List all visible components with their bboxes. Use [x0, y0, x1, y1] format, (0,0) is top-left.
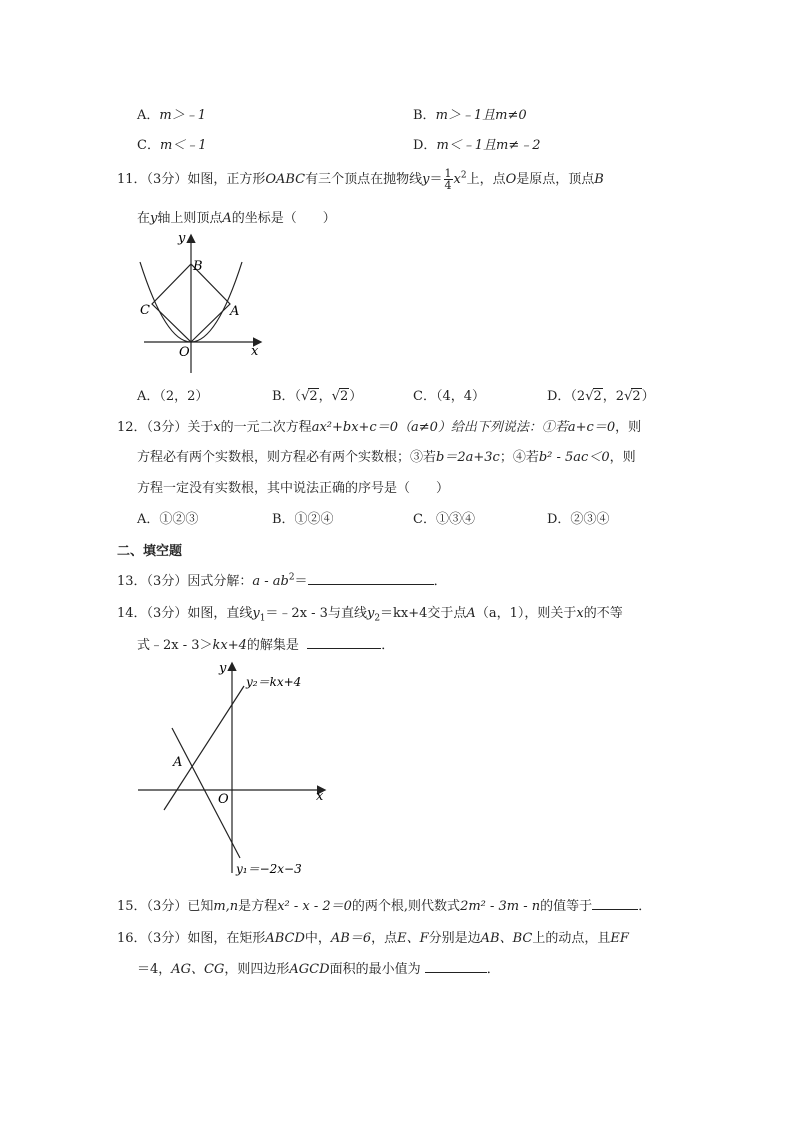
q11-parabola-figure: [130, 228, 270, 378]
q11-text: 有三个顶点在抛物线: [305, 172, 423, 187]
label-line-y1: y₁＝−2x−3: [236, 862, 302, 876]
q14-lines-figure: [130, 658, 340, 880]
answer-blank[interactable]: [308, 572, 434, 585]
rect-name: ABCD: [265, 931, 305, 946]
option-label: D．: [413, 138, 437, 153]
q16-text: 上的动点，且: [532, 931, 611, 946]
q11-text: 的坐标是（ ）: [231, 211, 336, 226]
q11-text: 轴上则顶点: [157, 211, 223, 226]
q12-text: ，则: [609, 450, 636, 465]
var-x: x: [576, 606, 584, 621]
q12-option-d: D．②③④: [547, 512, 610, 527]
q12-text: ；④若: [499, 450, 539, 465]
point-o: O: [505, 172, 517, 187]
segment-ef: EF: [610, 931, 629, 946]
answer-blank[interactable]: [425, 960, 487, 973]
q15-text: 的值等于: [540, 899, 593, 914]
q16-text: ＝4，: [137, 962, 172, 977]
q14-stem-line2: [137, 634, 394, 653]
option-text: D．（2: [547, 389, 586, 404]
answer-blank[interactable]: [307, 636, 381, 649]
q16-text: 16．（3分）如图，在矩形: [117, 931, 266, 946]
equation: ax²+bx+c＝0（a≠0）给出下列说法：①若: [311, 420, 568, 435]
fraction: [444, 168, 453, 191]
q16-text: 面积的最小值为: [329, 962, 421, 977]
eq-y: y: [422, 172, 430, 187]
q12-text: 12．（3分）关于: [117, 420, 214, 435]
subscript: 2: [374, 613, 381, 624]
label-y: y: [219, 661, 227, 676]
q10-option-c: [137, 134, 207, 153]
label-c: C: [140, 303, 150, 318]
sides: AB、BC: [480, 931, 533, 946]
q11-option-c: C．（4，4）: [413, 389, 485, 404]
q11-text: 是原点，顶点: [516, 172, 595, 187]
q13-text: 13．（3分）因式分解：: [117, 574, 253, 589]
q15-text: 是方程: [238, 899, 278, 914]
option-text: ，2: [602, 389, 625, 404]
q11-option-a: A．（2，2）: [137, 389, 209, 404]
option-text: ）: [349, 389, 363, 404]
option-text: m＜﹣1且m≠﹣2: [436, 138, 541, 153]
q16-text: ，则四边形: [224, 962, 290, 977]
q16-text: ，点: [371, 931, 398, 946]
q11-text: 上，点: [466, 172, 506, 187]
eq-sign: ＝: [429, 172, 443, 187]
label-x: x: [316, 789, 324, 804]
segments: AG、CG: [171, 962, 225, 977]
q12-stem-line3: 方程一定没有实数根，其中说法正确的序号是（ ）: [137, 481, 450, 496]
q14-stem-line1: [117, 602, 623, 624]
point-a: A: [222, 211, 232, 226]
q16-stem-line1: [117, 927, 629, 946]
q11-option-d: D．（2√2，2√2）: [547, 389, 655, 404]
square-name: OABC: [265, 172, 306, 187]
var-y1: y: [252, 606, 260, 621]
label-a: A: [173, 755, 183, 770]
q14-text: 14．（3分）如图，直线: [117, 606, 253, 621]
q15: [117, 895, 651, 914]
length-ab: AB＝6: [330, 931, 372, 946]
line-y1: [172, 728, 240, 858]
q16-text: 分别是边: [428, 931, 481, 946]
q13-text: ＝: [294, 574, 308, 589]
option-text: m＞﹣1且m≠0: [435, 108, 527, 123]
q12-stem-line1: [117, 416, 641, 435]
q10-option-a: [137, 104, 206, 123]
var-y2: y: [366, 606, 375, 621]
radicand: 2: [593, 389, 602, 404]
q12-text: 方程必有两个实数根，则方程必有两个实数根；③若: [137, 450, 437, 465]
label-o: O: [218, 792, 229, 807]
frac-den: 4: [444, 179, 452, 192]
radicand: 2: [339, 389, 349, 404]
label-x: x: [251, 344, 259, 359]
q11-stem-line2: [137, 207, 336, 226]
point-a: A: [466, 606, 476, 621]
q11-option-b: B．（√2，√2）: [272, 389, 363, 404]
condition-3: b＝2a+3c: [436, 450, 500, 465]
frac-num: 1: [444, 167, 452, 180]
radicand: 2: [632, 389, 641, 404]
answer-blank[interactable]: [592, 897, 638, 910]
q12-option-b: B．①②④: [272, 512, 334, 527]
var-x: x: [213, 420, 221, 435]
expression: a - ab: [252, 574, 289, 589]
condition-4: b² - 5ac＜0: [538, 450, 610, 465]
label-line-y2: y₂＝kx+4: [246, 675, 302, 689]
q14-text: ．: [381, 638, 395, 653]
expression: 2m² - 3m - n: [460, 899, 541, 914]
subscript: 1: [259, 613, 266, 624]
label-o: O: [179, 345, 190, 360]
q14-text: 的不等: [583, 606, 623, 621]
q11-text: 在: [137, 211, 151, 226]
vars-mn: m,n: [213, 899, 239, 914]
points-ef: E、F: [397, 931, 429, 946]
exponent: 2: [288, 572, 295, 583]
q16-text: ．: [486, 962, 500, 977]
option-label: B．: [413, 108, 436, 123]
section-title: 二、填空题: [117, 544, 183, 559]
radicand: 2: [309, 389, 318, 404]
q14-text: ＝﹣2x - 3与直线: [265, 606, 367, 621]
q14-text: ＝kx+4交于点: [380, 606, 467, 621]
option-text: m＞﹣1: [159, 108, 206, 123]
q15-text: ．: [638, 899, 652, 914]
q13-text: ．: [433, 574, 447, 589]
eq-x: x: [453, 172, 461, 187]
q15-text: 15．（3分）已知: [117, 899, 214, 914]
equation: x² - x - 2＝0: [277, 899, 352, 914]
q10-option-b: [413, 104, 527, 123]
q12-text: ，则: [615, 420, 642, 435]
eq-exp: 2: [460, 170, 467, 181]
option-text: ）: [641, 389, 655, 404]
option-label: A．: [137, 108, 160, 123]
point-b: B: [594, 172, 604, 187]
label-b: B: [193, 259, 203, 274]
label-a: A: [230, 304, 240, 319]
option-text: B．（: [272, 389, 302, 404]
q14-text: （a，1），则关于: [475, 606, 577, 621]
expression: kx+4: [212, 638, 247, 653]
quad-name: AGCD: [289, 962, 330, 977]
q12-option-a: A．①②③: [137, 512, 199, 527]
q14-text: 的解集是: [246, 638, 299, 653]
axis-y: y: [150, 211, 158, 226]
q14-text: 式﹣2x - 3＞: [137, 638, 213, 653]
q15-text: 的两个根,则代数式: [351, 899, 461, 914]
q16-text: 中，: [304, 931, 331, 946]
option-text: ，: [318, 389, 332, 404]
option-label: C．: [137, 138, 160, 153]
q11-number: 11．（3分）如图，正方形: [117, 172, 266, 187]
q12-stem-line2: [137, 446, 636, 465]
q16-stem-line2: [137, 958, 500, 977]
label-y: y: [178, 231, 186, 246]
q13: [117, 570, 447, 589]
condition-1: a+c＝0: [567, 420, 616, 435]
q11-stem-line1: [117, 168, 604, 191]
q12-option-c: C．①③④: [413, 512, 475, 527]
q10-option-d: [413, 134, 541, 153]
option-text: m＜﹣1: [159, 138, 207, 153]
q12-text: 的一元二次方程: [220, 420, 312, 435]
